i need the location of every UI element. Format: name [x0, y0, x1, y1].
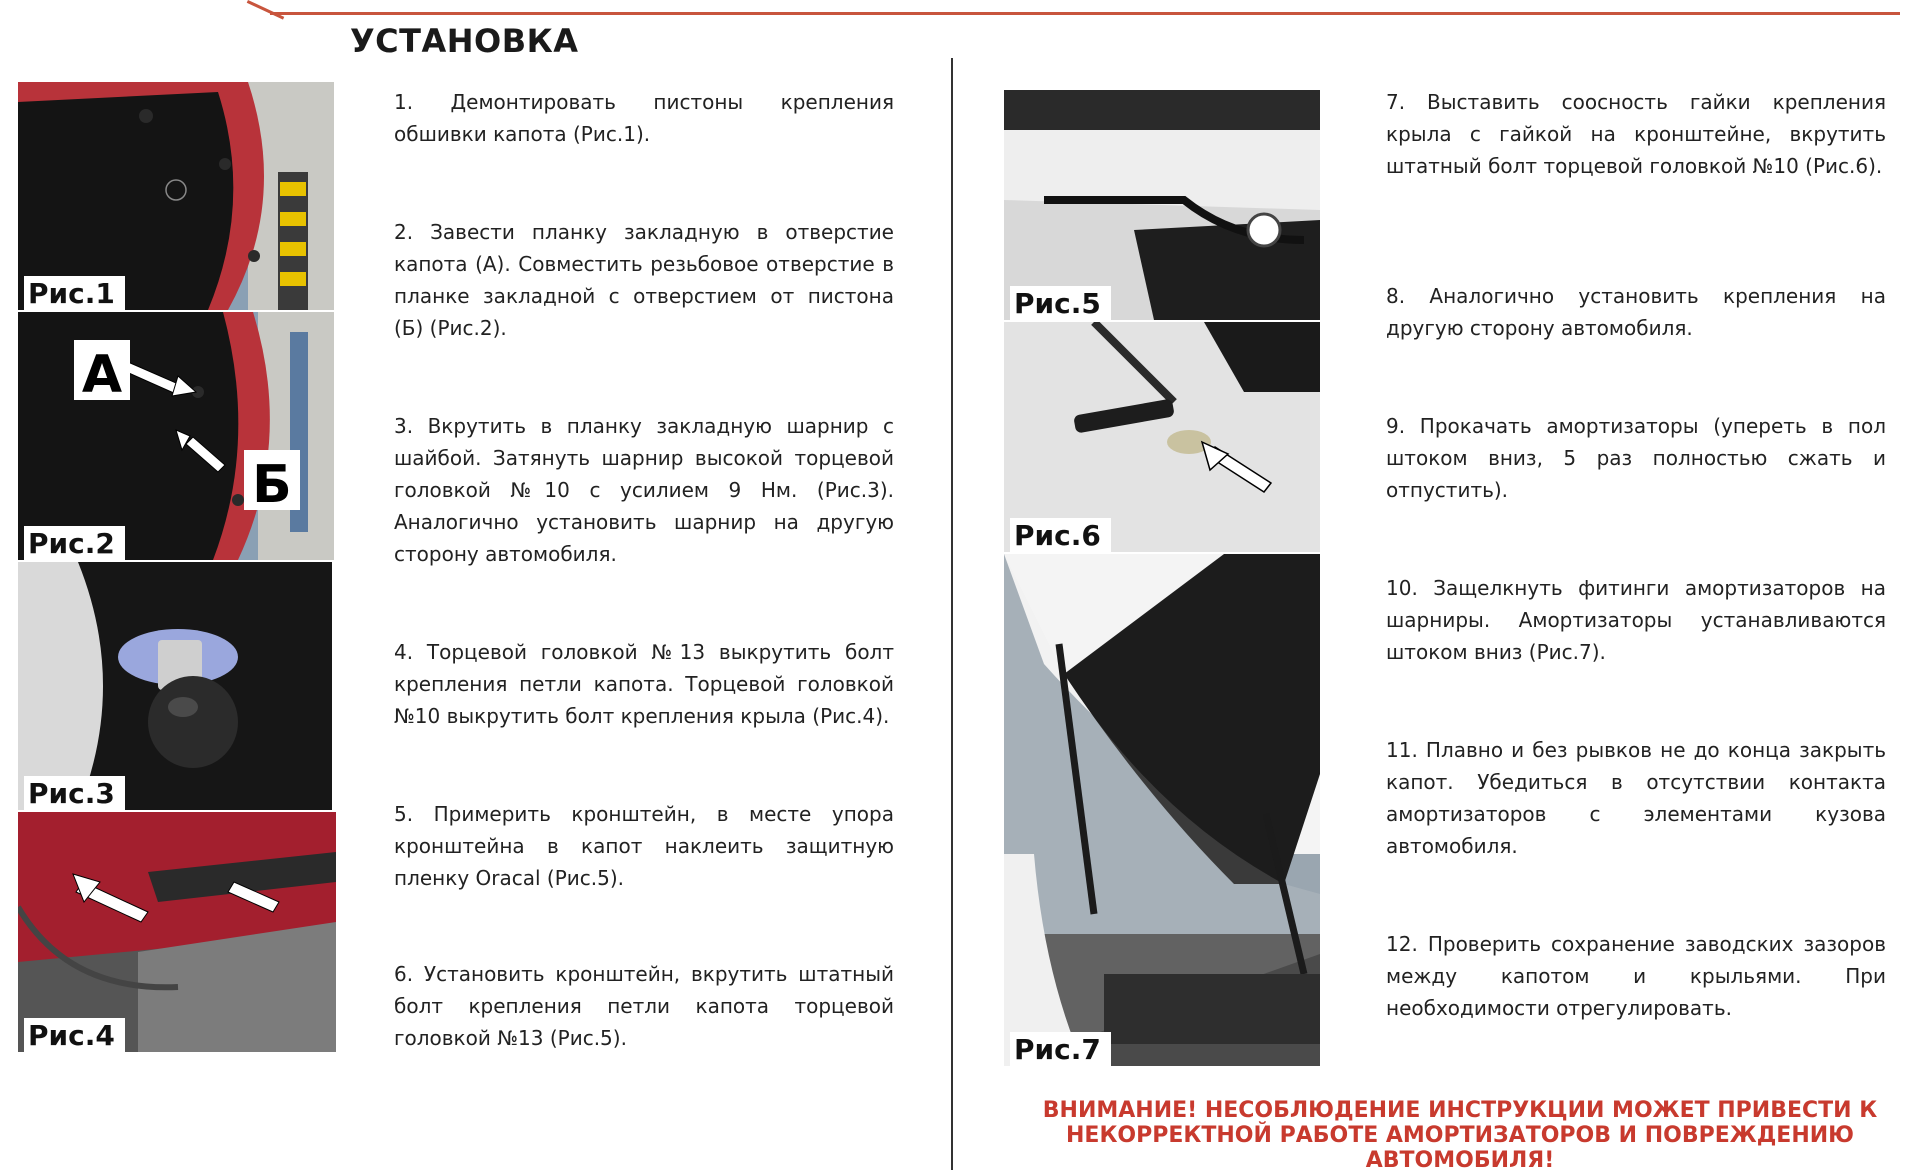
step-8: 8. Аналогично установить крепления на другую сторону автомобиля.	[1386, 284, 1886, 340]
mark-b: Б	[252, 455, 292, 515]
step-1: 1. Демонтировать пистоны крепления обшивки капота (Рис.1).	[394, 90, 894, 146]
step-5: 5. Примерить кронштейн, в месте упора кронштейна в капот наклеить защитную пленку Oracal (Рис.5).	[394, 802, 894, 890]
column-divider	[951, 58, 953, 1170]
step-10: 10. Защелкнуть фитинги амортизаторов на шарниры. Амортизаторы устанавливаются штоком вниз (Рис.7).	[1386, 576, 1886, 664]
step-7: 7. Выставить соосность гайки крепления крыла с гайкой на кронштейне, вкрутить штатный болт торцевой головкой №10 (Рис.6).	[1386, 90, 1886, 178]
figure-3-caption: Рис.3	[24, 776, 125, 810]
figure-6-photo	[1004, 322, 1320, 552]
figure-5-photo	[1004, 90, 1320, 320]
figure-5-caption: Рис.5	[1010, 286, 1111, 320]
figure-7-photo	[1004, 554, 1320, 1066]
figure-1-caption: Рис.1	[24, 276, 125, 310]
header-rule	[270, 12, 1900, 15]
figure-7-caption: Рис.7	[1010, 1032, 1111, 1066]
figure-6-caption: Рис.6	[1010, 518, 1111, 552]
warning-notice: ВНИМАНИЕ! НЕСОБЛЮДЕНИЕ ИНСТРУКЦИИ МОЖЕТ ПРИВЕСТИ К НЕКОРРЕКТНОЙ РАБОТЕ АМОРТИЗАТОРОВ И ПОВРЕЖДЕНИЮ АВТОМОБИЛЯ!	[1042, 1098, 1878, 1173]
step-6: 6. Установить кронштейн, вкрутить штатный болт крепления петли капота торцевой головкой №13 (Рис.5).	[394, 962, 894, 1050]
mark-a: А	[81, 345, 123, 405]
figure-2-photo	[18, 312, 334, 560]
figure-4-caption: Рис.4	[24, 1018, 125, 1052]
step-9: 9. Прокачать амортизаторы (упереть в пол штоком вниз, 5 раз полностью сжать и отпустить).	[1386, 414, 1886, 502]
figure-2-caption: Рис.2	[24, 526, 125, 560]
step-4: 4. Торцевой головкой №13 выкрутить болт крепления петли капота. Торцевой головкой №10 выкрутить болт крепления крыла (Рис.4).	[394, 640, 894, 728]
figure-4-photo	[18, 812, 336, 1052]
step-11: 11. Плавно и без рывков не до конца закрыть капот. Убедиться в отсутствии контакта амортизаторов с элементами кузова автомобиля.	[1386, 738, 1886, 858]
header-accent	[247, 0, 285, 20]
step-3: 3. Вкрутить в планку закладную шарнир с шайбой. Затянуть шарнир высокой торцевой головкой №10 с усилием 9 Нм. (Рис.3). Аналогично установить шарнир на другую сторону автомобиля.	[394, 414, 894, 566]
figure-3-photo	[18, 562, 332, 810]
figure-1-photo	[18, 82, 334, 310]
step-2: 2. Завести планку закладную в отверстие капота (А). Совместить резьбовое отверстие в планке закладной с отверстием от пистона (Б) (Рис.2).	[394, 220, 894, 340]
step-12: 12. Проверить сохранение заводских зазоров между капотом и крыльями. При необходимости отрегулировать.	[1386, 932, 1886, 1020]
page-title: УСТАНОВКА	[350, 22, 579, 60]
